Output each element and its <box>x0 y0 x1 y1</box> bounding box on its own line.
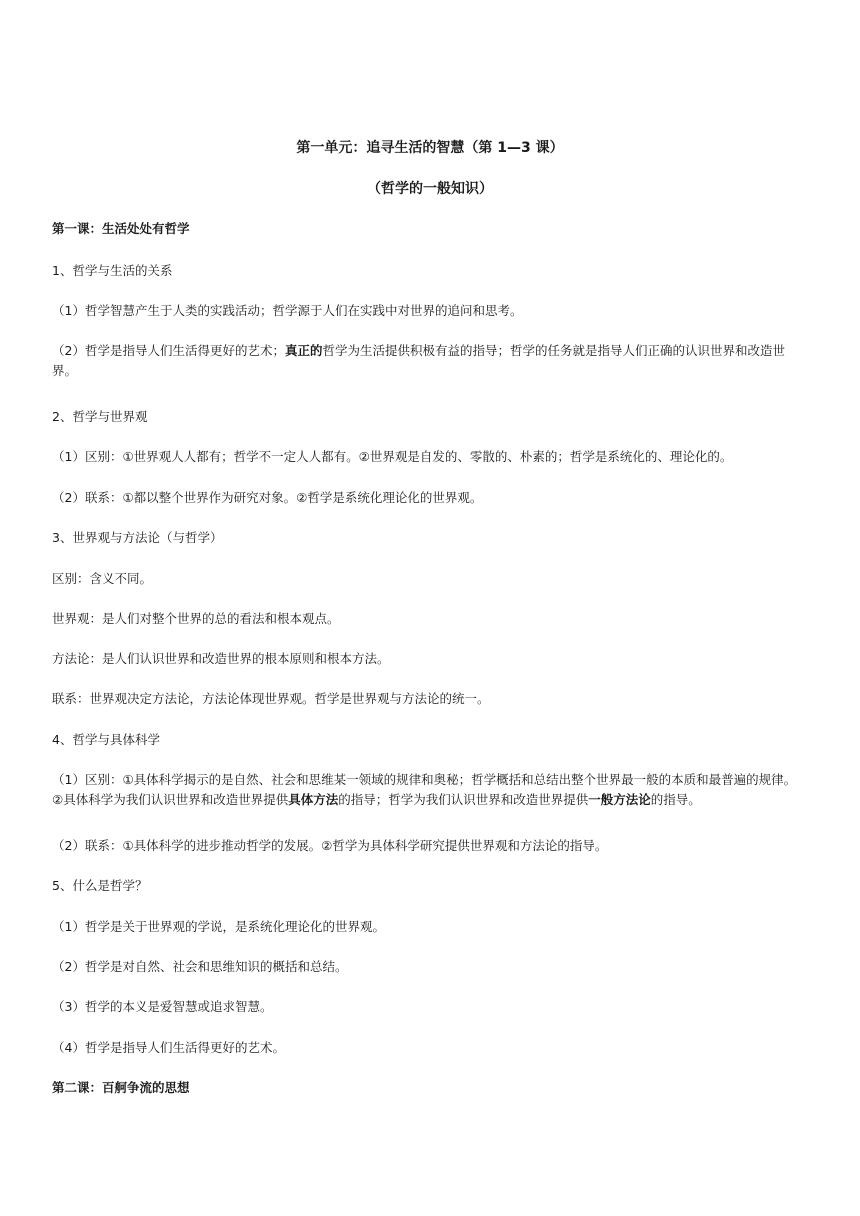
section4-para1-bold-c: 具体方法 <box>288 792 339 807</box>
section5-para1: （1）哲学是关于世界观的学说，是系统化理论化的世界观。 <box>52 919 385 934</box>
section4-para1-text-d: 的指导；哲学为我们认识世界和改造世界提供 <box>338 792 589 807</box>
section4-para1-bold-e: 一般方法论 <box>588 792 651 807</box>
section3-heading: 3、世界观与方法论（与哲学） <box>52 530 223 545</box>
section1-para2-text-a: （2）哲学是指导人们生活得更好的艺术； <box>52 343 285 358</box>
section3-para2: 世界观：是人们对整个世界的总的看法和根本观点。 <box>52 611 340 626</box>
section5-para2: （2）哲学是对自然、社会和思维知识的概括和总结。 <box>52 959 348 974</box>
section1-para2-bold: 真正的 <box>284 343 323 358</box>
lesson2-heading: 第二课：百舸争流的思想 <box>52 1080 190 1095</box>
section4-para1 <box>52 770 812 810</box>
section1-para2 <box>52 341 812 381</box>
section4-para1-text-b: ②具体科学为我们认识世界和改造世界提供 <box>52 792 289 807</box>
section2-heading: 2、哲学与世界观 <box>52 409 148 424</box>
section3-para4: 联系：世界观决定方法论，方法论体现世界观。哲学是世界观与方法论的统一。 <box>52 691 490 706</box>
section1-para2-text-c: 哲学为生活提供积极有益的指导；哲学的任务就是指导人们正确的认识世界和改造世 <box>322 343 785 358</box>
section1-para1: （1）哲学智慧产生于人类的实践活动；哲学源于人们在实践中对世界的追问和思考。 <box>52 303 523 318</box>
section3-para3: 方法论：是人们认识世界和改造世界的根本原则和根本方法。 <box>52 651 390 666</box>
section5-para4: （4）哲学是指导人们生活得更好的艺术。 <box>52 1040 285 1055</box>
section4-para2: （2）联系：①具体科学的进步推动哲学的发展。②哲学为具体科学研究提供世界观和方法论的指导。 <box>52 838 608 853</box>
section4-para1-text-f: 的指导。 <box>650 792 701 807</box>
section4-heading: 4、哲学与具体科学 <box>52 732 160 747</box>
section2-para2: （2）联系：①都以整个世界作为研究对象。②哲学是系统化理论化的世界观。 <box>52 490 483 505</box>
section3-para1: 区别：含义不同。 <box>52 571 153 586</box>
section5-para3: （3）哲学的本义是爱智慧或追求智慧。 <box>52 999 273 1014</box>
document-title: 第一单元：追寻生活的智慧（第 1—3 课） <box>296 140 564 156</box>
document-subtitle: （哲学的一般知识） <box>367 181 493 197</box>
lesson1-heading: 第一课：生活处处有哲学 <box>52 221 190 236</box>
section5-heading: 5、什么是哲学？ <box>52 878 148 893</box>
section2-para1: （1）区别：①世界观人人都有；哲学不一定人人都有。②世界观是自发的、零散的、朴素的；哲学是系统化的、理论化的。 <box>52 449 733 464</box>
section1-para2-text-d: 界。 <box>52 363 78 378</box>
section1-heading: 1、哲学与生活的关系 <box>52 263 173 278</box>
section4-para1-line1: （1）区别：①具体科学揭示的是自然、社会和思维某一领域的规律和奥秘；哲学概括和总结出整个世界最一般的本质和最普遍的规律。 <box>52 772 797 787</box>
